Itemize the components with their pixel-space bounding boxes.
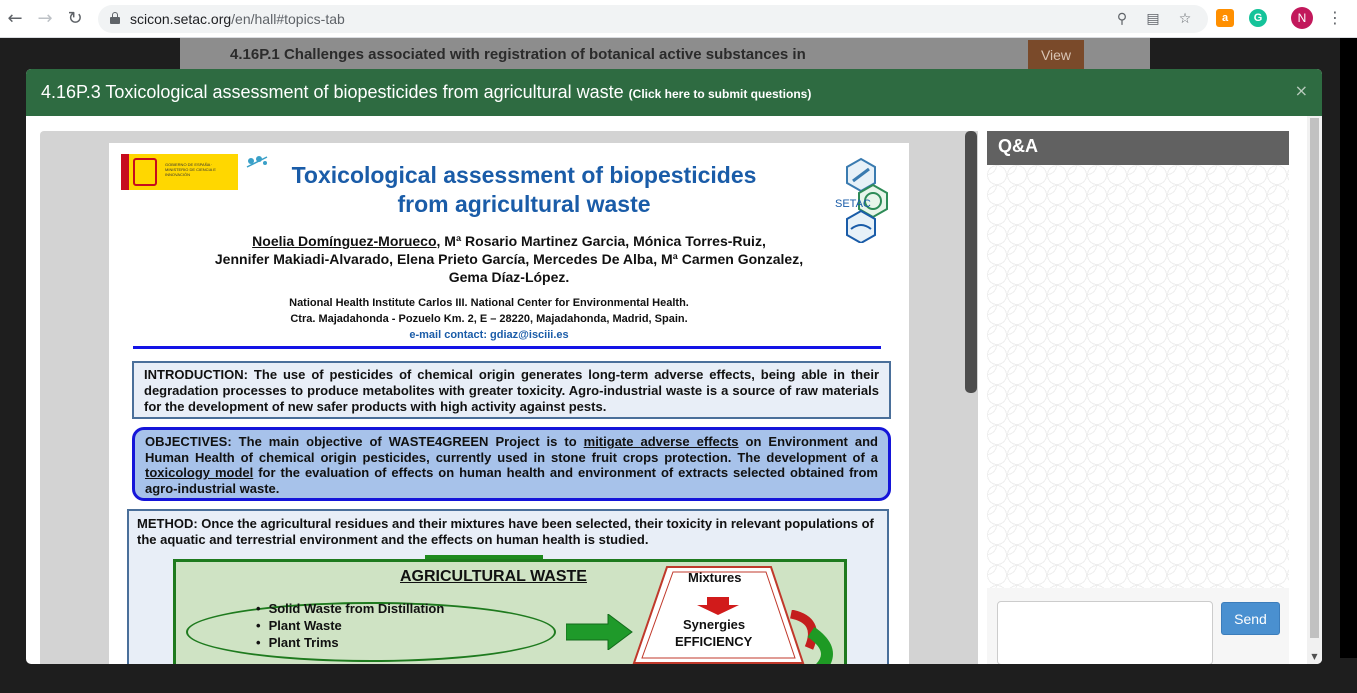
list-item: • Plant Waste (256, 617, 444, 634)
synergies-label: Synergies (683, 617, 746, 632)
poster-title: Toxicological assessment of biopesticides from agricultural waste (291, 162, 757, 217)
grammarly-extension-icon[interactable]: G (1249, 9, 1267, 27)
cycle-arrow-icon (751, 610, 841, 664)
list-item: • Plant Trims (256, 634, 444, 651)
qa-messages[interactable] (987, 165, 1289, 588)
modal-title[interactable]: 4.16P.3 Toxicological assessment of biopesticides from agricultural waste (Click here to submit questions) (41, 82, 812, 102)
qa-header: Q&A (987, 131, 1289, 165)
browser-menu-icon[interactable]: ⋮ (1327, 8, 1343, 27)
lock-icon (110, 12, 120, 24)
introduction-box: INTRODUCTION: The use of pesticides of chemical origin generates long-term adverse effects, being able in their degradation processes to produce metabolites with greater toxicity. Agro-industrial waste is a source of raw materials for the development of new safer products with high activity against pests. (132, 361, 891, 419)
modal-scrollbar[interactable] (1307, 116, 1322, 664)
poster-page (109, 143, 909, 664)
objectives-box: OBJECTIVES: The main objective of WASTE4GREEN Project is to mitigate adverse effects on Environment and Human Health of chemical origin pesticides, currently used in stone fruit crops protection. The development of a toxicology model for the evaluation of effects on human health and environment of extracts selected obtained from agro-industrial waste. (132, 427, 891, 501)
method-box (127, 509, 889, 664)
reload-icon[interactable]: ↻ (67, 8, 83, 29)
background-side-panel (1340, 38, 1357, 658)
back-arrow-icon[interactable]: ← (7, 8, 23, 29)
poster-modal (26, 69, 1322, 664)
poster-authors: Noelia Domínguez-Morueco, Mª Rosario Martinez Garcia, Mónica Torres-Ruiz, Jennifer Makiadi-Alvarado, Elena Prieto García, Mercedes De Alba, Mª Carmen Gonzalez, Gema Díaz-López. (214, 233, 804, 285)
right-arrow-icon (566, 614, 636, 650)
setac-label: SETAC (835, 198, 871, 210)
forward-arrow-icon[interactable]: → (37, 8, 53, 29)
shopping-extension-icon[interactable]: a (1216, 9, 1234, 27)
scroll-down-icon[interactable]: ▼ (1311, 652, 1318, 661)
poster-divider (133, 346, 881, 349)
poster-email: e-mail contact: gdiaz@isciii.es (409, 329, 569, 341)
send-button[interactable]: Send (1221, 602, 1280, 635)
agricultural-waste-title: AGRICULTURAL WASTE (400, 568, 587, 585)
url-text[interactable]: scicon.setac.org/en/hall#topics-tab (130, 11, 345, 27)
background-topic-title: 4.16P.1 Challenges associated with registration of botanical active substances in (230, 46, 806, 63)
key-icon[interactable]: ⚲ (1116, 11, 1128, 27)
agricultural-waste-diagram (173, 559, 847, 664)
browser-toolbar (0, 0, 1357, 38)
background-view-button[interactable]: View (1028, 40, 1084, 70)
address-bar[interactable] (98, 5, 1208, 33)
scrollbar-thumb[interactable] (1310, 118, 1319, 638)
close-icon[interactable]: × (1294, 81, 1308, 100)
waste-list (256, 600, 444, 651)
avatar[interactable]: N (1291, 7, 1313, 29)
setac-logo (831, 157, 891, 243)
question-input[interactable] (997, 601, 1213, 664)
translate-icon[interactable]: ▤ (1146, 11, 1160, 27)
efficiency-label: EFFICIENCY (675, 634, 753, 649)
spain-government-logo: GOBIERNO DE ESPAÑA · MINISTERIO DE CIENCIA E INNOVACIÓN (121, 154, 238, 190)
poster-viewer[interactable] (40, 131, 978, 664)
submit-questions-link[interactable]: (Click here to submit questions) (628, 87, 812, 101)
mixtures-label: Mixtures (688, 570, 742, 585)
modal-header[interactable] (26, 69, 1322, 116)
list-item: • Solid Waste from Distillation (256, 600, 444, 617)
poster-scrollbar[interactable] (965, 131, 977, 393)
method-text: METHOD: Once the agricultural residues and their mixtures have been selected, their toxicity in relevant populations of the aquatic and terrestrial environment and the effects on human health is studied. (137, 516, 874, 547)
star-icon[interactable]: ☆ (1178, 11, 1192, 27)
poster-institution: National Health Institute Carlos III. National Center for Environmental Health. Ctra. Majadahonda - Pozuelo Km. 2, E – 28220, Majadahonda, Madrid, Spain. (289, 297, 689, 325)
